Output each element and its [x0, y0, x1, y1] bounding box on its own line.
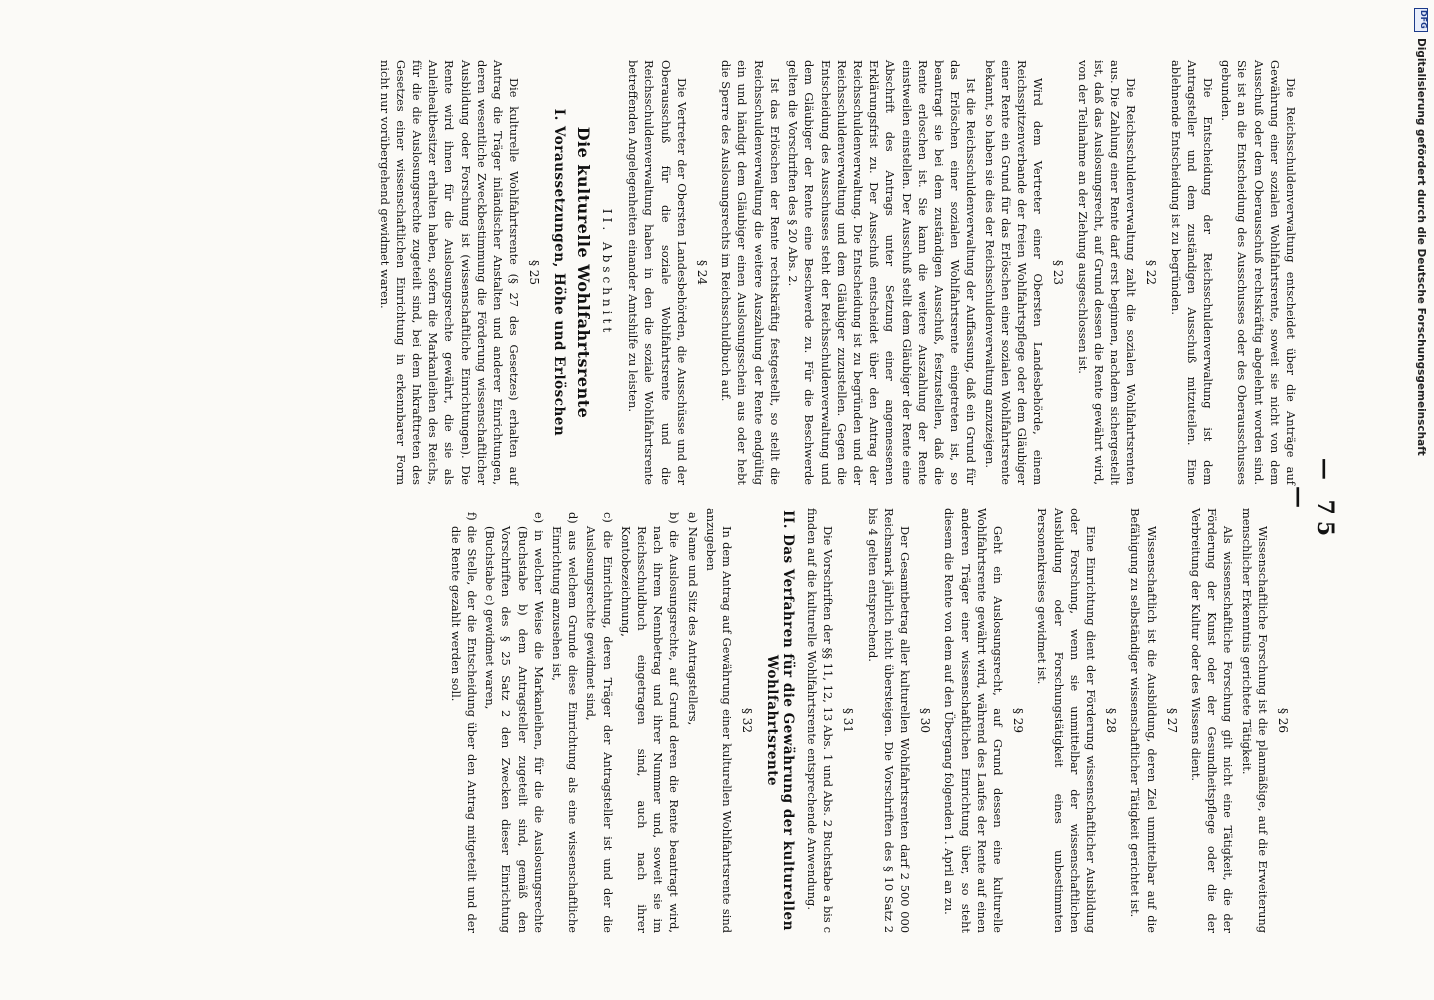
- footer-text: Digitalisierung gefördert durch die Deutsche Forschungsgemeinschaft: [1415, 38, 1427, 456]
- paragraph: Geht ein Auslosungsrecht, auf Grund dessen eine kulturelle Wohlfahrtsrente gewährt wird, während des Laufes der Rente auf einen anderen Träger einer wissenschaftlichen Einrichtung über, so steht diesem die Rente von dem auf den Übergang folgenden 1. April an zu.: [942, 508, 1005, 933]
- paragraph: Als wissenschaftliche Forschung gilt nicht eine Tätigkeit, die der Förderung der Kunst oder der Gesundheitspflege oder die der Verbreitung der Kultur oder des Wissens dient.: [1188, 508, 1236, 933]
- section-number: § 29: [1011, 707, 1026, 734]
- section-number: § 32: [740, 707, 755, 734]
- section-number: § 22: [1144, 259, 1159, 286]
- list-item: c) die Einrichtung, deren Träger der Antragsteller ist und der die Auslosungsrechte gewidmet sind,: [584, 512, 615, 933]
- column-left: [119, 60, 1299, 485]
- paragraph: Eine Einrichtung dient der Förderung wissenschaftlicher Ausbildung oder Forschung, wenn sie unmittelbar der wissenschaftlichen Ausbildung oder Forschungstätigkeit eines unbestimmten Personenkreises gewidmet ist.: [1035, 508, 1098, 933]
- paragraph: Die Vorschriften der §§ 11, 12, 13 Abs. 1 und Abs. 2 Buchstabe a bis c finden auf die kulturelle Wohlfahrtsrente entsprechende Anwendung.: [804, 508, 836, 933]
- dfg-logo: [1414, 8, 1428, 32]
- paragraph: Die Entscheidung der Reichsschuldenverwaltung ist dem Antragsteller und dem zuständigen Ausschuß mitzuteilen. Eine ablehnende Entscheidung ist zu begründen.: [1168, 60, 1215, 485]
- section-number: § 26: [1276, 707, 1290, 734]
- list-item: f) die Stelle, der die Entscheidung über den Antrag mitgeteilt und der die Rente gezahlt werden soll.: [448, 512, 480, 933]
- subheading: I. Voraussetzungen, Höhe und Erlöschen: [550, 108, 567, 437]
- list-item: b) die Auslosungsrechte, auf Grund deren die Rente beantragt wird, nach ihrem Nennbetrag und ihrer Nummer und, soweit sie im Reichsschuldbuch eingetragen sind, auch nach ihrer Kontobezeichnung,: [618, 512, 682, 933]
- chapter-title: Die kulturelle Wohlfahrtsrente: [573, 126, 593, 419]
- section-number: § 31: [841, 707, 856, 734]
- paragraph: Wissenschaftlich ist die Ausbildung, deren Ziel unmittelbar auf die Befähigung zu selbständiger wissenschaftlicher Tätigkeit gerichtet ist.: [1128, 508, 1159, 933]
- list-item: d) aus welchem Grunde diese Einrichtung als eine wissenschaftliche Einrichtung anzusehen ist,: [550, 512, 581, 933]
- section-number: § 24: [695, 259, 710, 286]
- section-number: § 30: [918, 707, 933, 734]
- list-item: e) in welcher Weise die Markanleihen, für die die Auslosungsrechte (Buchstabe b) dem Antragsteller zugeteilt sind, gemäß den Vorschriften des § 25 Satz 2 den Zwecken dieser Einrichtung (Buchstabe c) gewidmet waren,: [483, 512, 546, 933]
- paragraph: Ist das Erlöschen der Rente rechtskräftig festgestellt, so stellt die Reichsschuldenverwaltung die weitere Auszahlung der Rente endgültig ein und händigt dem Gläubiger einen Auslosungsschein aus oder hebt die Sperre des Auslosungsrechts im Reichsschuldbuch auf.: [719, 60, 782, 485]
- subheading: II. Das Verfahren für die Gewährung der kulturellen Wohlfahrtsrente: [763, 510, 796, 931]
- paragraph: Ist die Reichsschuldenverwaltung der Auffassung, daß ein Grund für das Erlöschen einer sozialen Wohlfahrtsrente eingetreten ist, so beantragt sie bei dem zuständigen Ausschuß, festzustellen, daß die Rente erloschen ist. Sie kann die weitere Auszahlung der Rente einstweilen einstellen. Der Ausschuß stellt dem Gläubiger der Rente eine Abschrift des Antrags unter Setzung einer angemessenen Erklärungsfrist zu. Der Ausschuß entscheidet über den Antrag der Reichsschuldenverwaltung. Die Entscheidung ist zu begründen und der Reichsschuldenverwaltung und dem Gläubiger zuzustellen. Gegen die Entscheidung des Ausschusses steht der Reichsschuldenverwaltung und dem Gläubiger der Rente eine Beschwerde zu. Für die Beschwerde gelten die Vorschriften des § 20 Abs. 2.: [786, 60, 979, 485]
- chapter-label: II. Abschnitt: [600, 208, 615, 337]
- list-item: a) Name und Sitz des Antragstellers,: [685, 512, 700, 726]
- paragraph: In dem Antrag auf Gewährung einer kulturellen Wohlfahrtsrente sind anzugeben: [703, 508, 735, 933]
- paragraph: Wird dem Vertreter einer Obersten Landesbehörde, einem Reichsspitzenverbande der freien Wohlfahrtspflege oder dem Gläubiger einer Rente ein Grund für das Erlöschen einer sozialen Wohlfahrtsrente bekannt, so haben sie dies der Reichsschuldenverwaltung anzuzeigen.: [982, 60, 1046, 485]
- paragraph: Die kulturelle Wohlfahrtsrente (§ 27 des Gesetzes) erhalten auf Antrag die Träger inländischer Anstalten und anderer Einrichtungen, deren wesentliche Zweckbestimmung die Förderung wissenschaftlicher Ausbildung oder Forschung ist (wissenschaftliche Einrichtungen). Die Rente wird ihnen für die Auslosungsrechte gewährt, die sie als Anleihealtbesitzer erhalten haben, sofern die Markanleihen des Reichs, für die die Auslosungsrechte zugeteilt sind, bei dem Inkrafttreten des Gesetzes einer wissenschaftlichen Einrichtung in erkennbarer Form nicht nur vorübergehend gewidmet waren.: [377, 60, 522, 485]
- footer: [1408, 0, 1434, 1000]
- paragraph: Wissenschaftliche Forschung ist die planmäßige, auf die Erweiterung menschlicher Erkenntnis gerichtete Tätigkeit.: [1239, 508, 1270, 933]
- paragraph: Die Vertreter der Obersten Landesbehörden, die Ausschüsse und der Oberausschuß für die soziale Wohlfahrtsrente und die Reichsschuldenverwaltung haben in den die soziale Wohlfahrtsrente betreffenden Angelegenheiten einander Amtshilfe zu leisten.: [626, 60, 689, 485]
- section-number: § 27: [1164, 707, 1179, 734]
- paragraph: Die Reichsschuldenverwaltung zahlt die sozialen Wohlfahrtsrenten aus. Die Zahlung einer Rente darf erst beginnen, nachdem sichergestellt ist, daß das Auslosungsrecht, auf Grund dessen die Rente gewährt wird, von der Teilnahme an der Ziehung ausgeschlossen ist.: [1075, 60, 1139, 485]
- section-number: § 23: [1051, 259, 1066, 286]
- column-right: [119, 508, 1299, 933]
- paragraph: Der Gesamtbetrag aller kulturellen Wohlfahrtsrenten darf 2 500 000 Reichsmark jährlich nicht übersteigen. Die Vorschriften des § 10 Satz 2 bis 4 gelten entsprechend.: [865, 508, 912, 933]
- paragraph: Die Reichsschuldenverwaltung entscheidet über die Anträge auf Gewährung einer sozialen Wohlfahrtsrente, soweit sie nicht von dem Ausschuß oder dem Oberausschuß rechtskräftig abgelehnt worden sind. Sie ist an die Entscheidung des Ausschusses oder des Oberausschusses gebunden.: [1219, 60, 1298, 485]
- section-number: § 28: [1104, 707, 1119, 734]
- page-number: — 75 —: [1286, 457, 1338, 543]
- section-number: § 25: [527, 259, 542, 286]
